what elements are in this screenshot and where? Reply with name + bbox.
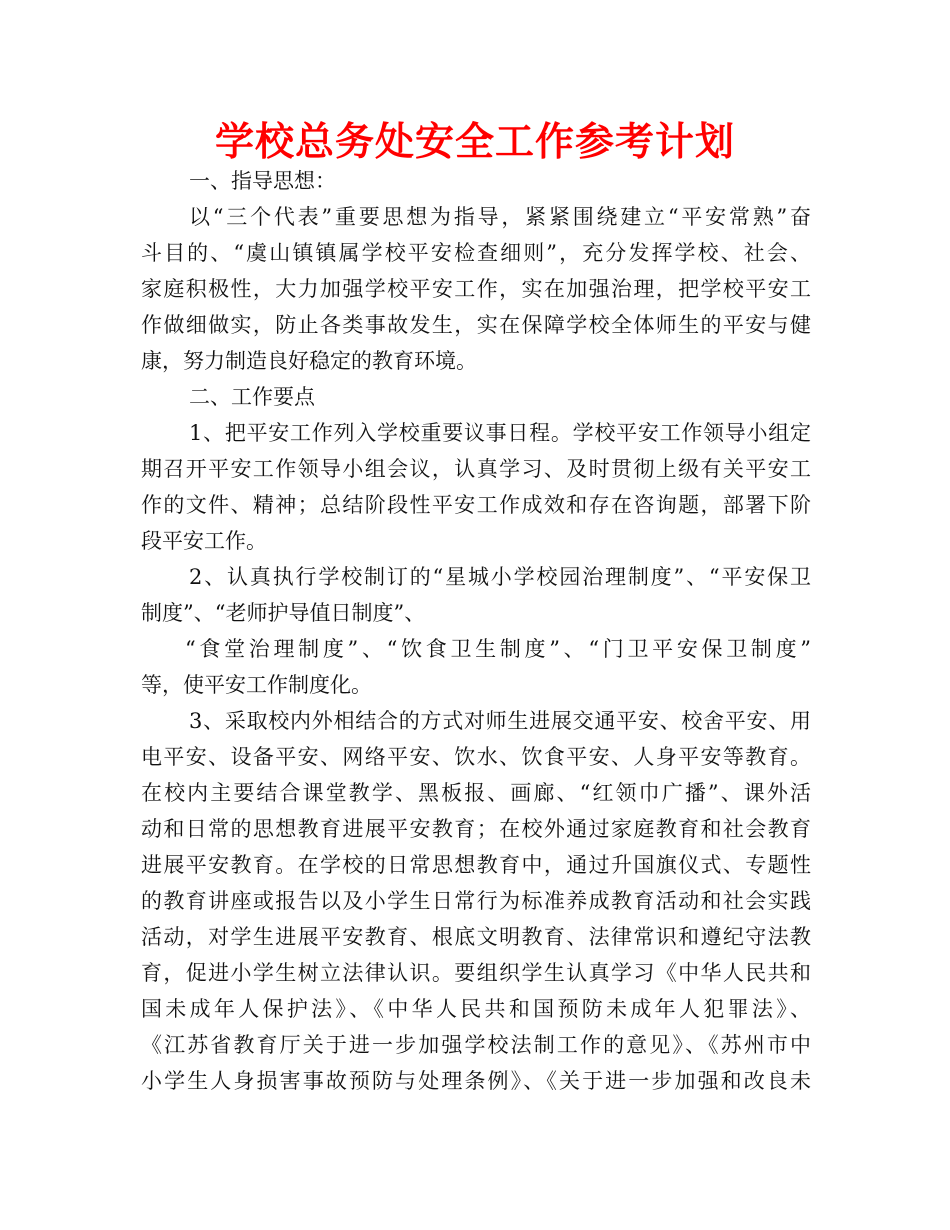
paragraph-line: 小学生人身损害事故预防与处理条例》、《关于进一步加强和改良未 xyxy=(141,1069,811,1093)
paragraph-line: “食堂治理制度”、“饮食卫生制度”、“门卫平安保卫制度” xyxy=(185,637,811,661)
paragraph-line: 在校内主要结合课堂教学、黑板报、画廊、“红领巾广播”、课外活 xyxy=(141,781,811,805)
paragraph-line: 进展平安教育。在学校的日常思想教育中，通过升国旗仪式、专题性 xyxy=(141,853,811,877)
section-heading-2: 二、工作要点 xyxy=(189,385,315,409)
paragraph-line: 等，使平安工作制度化。 xyxy=(141,673,372,697)
section-heading-1: 一、指导思想： xyxy=(189,169,336,193)
paragraph-line: 育，促进小学生树立法律认识。要组织学生认真学习《中华人民共和 xyxy=(141,961,811,985)
paragraph-line: 《江苏省教育厅关于进一步加强学校法制工作的意见》、《苏州市中 xyxy=(141,1033,811,1057)
paragraph-line: 斗目的、“虞山镇镇属学校平安检查细则”，充分发挥学校、社会、 xyxy=(141,241,811,265)
document-title: 学校总务处安全工作参考计划 xyxy=(214,120,735,165)
paragraph-line: 康，努力制造良好稳定的教育环境。 xyxy=(141,349,477,373)
paragraph-line: 家庭积极性，大力加强学校平安工作，实在加强治理，把学校平安工 xyxy=(141,277,811,301)
paragraph-line: 动和日常的思想教育进展平安教育；在校外通过家庭教育和社会教育 xyxy=(141,817,811,841)
paragraph-line: 2、认真执行学校制订的“星城小学校园治理制度”、“平安保卫 xyxy=(189,565,811,589)
paragraph-line: 段平安工作。 xyxy=(141,529,267,553)
paragraph-line: 作的文件、精神；总结阶段性平安工作成效和存在咨询题，部署下阶 xyxy=(141,493,811,517)
paragraph-line: 制度”、“老师护导值日制度”、 xyxy=(141,601,426,625)
paragraph-line: 国未成年人保护法》、《中华人民共和国预防未成年人犯罪法》、 xyxy=(141,997,811,1021)
paragraph-line: 以“三个代表”重要思想为指导，紧紧围绕建立“平安常熟”奋 xyxy=(189,205,811,229)
paragraph-line: 3、采取校内外相结合的方式对师生进展交通平安、校舍平安、用 xyxy=(189,709,811,733)
paragraph-line: 作做细做实，防止各类事故发生，实在保障学校全体师生的平安与健 xyxy=(141,313,811,337)
paragraph-line: 电平安、设备平安、网络平安、饮水、饮食平安、人身平安等教育。 xyxy=(141,745,811,769)
paragraph-line: 期召开平安工作领导小组会议，认真学习、及时贯彻上级有关平安工 xyxy=(141,457,811,481)
paragraph-line: 1、把平安工作列入学校重要议事日程。学校平安工作领导小组定 xyxy=(189,421,811,445)
paragraph-line: 的教育讲座或报告以及小学生日常行为标准养成教育活动和社会实践 xyxy=(141,889,811,913)
paragraph-line: 活动，对学生进展平安教育、根底文明教育、法律常识和遵纪守法教 xyxy=(141,925,811,949)
